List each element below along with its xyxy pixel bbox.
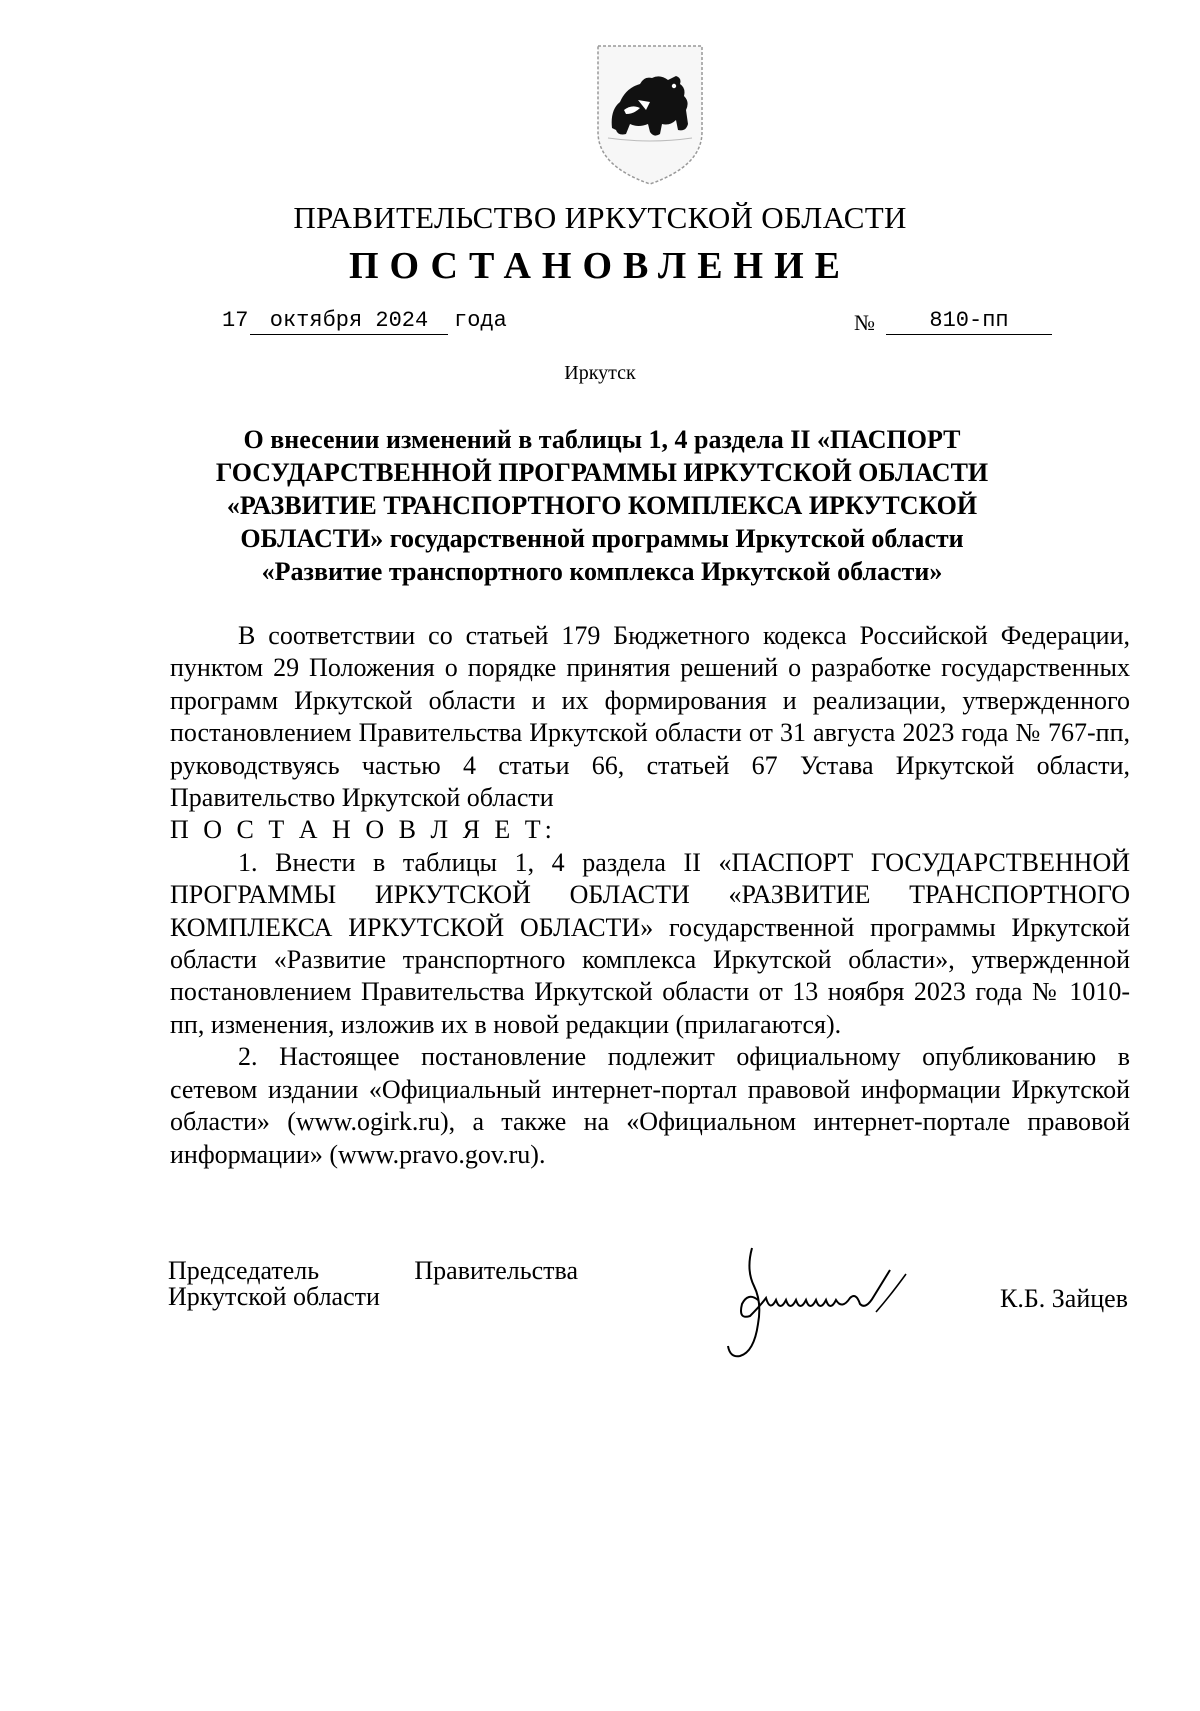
date-month-year: октября 2024	[250, 308, 448, 335]
document-number: 810-пп	[886, 308, 1052, 335]
preamble-paragraph: В соответствии со статьей 179 Бюджетного кодекса Российской Федерации, пунктом 29 Положения о порядке принятия решений о разработке государственных программ Иркутской области и их формирования и реализации, утвержденного постановлением Правительства Иркутской области от 31 августа 2023 года № 767-пп, руководствуясь частью 4 статьи 66, статьей 67 Устава Иркутской области, Правительство Иркутской области	[170, 621, 1130, 813]
document-type: ПОСТАНОВЛЕНИЕ	[348, 245, 852, 287]
date-day: 17	[222, 308, 249, 333]
signer-title-word-1: Председатель	[168, 1256, 320, 1285]
handwritten-signature-icon	[700, 1240, 1000, 1370]
signer-title	[168, 1258, 578, 1310]
date-suffix: года	[454, 308, 507, 333]
document-body	[170, 620, 1130, 1171]
signer-title-word-2: Правительства	[414, 1256, 578, 1285]
irkutsk-coat-of-arms-icon	[590, 40, 710, 188]
item-2-paragraph: 2. Настоящее постановление подлежит официальному опубликованию в сетевом издании «Официальный интернет-портал правовой информации Иркутской области» (www.ogirk.ru), а также на «Официальном интернет-портале правовой информации» (www.pravo.gov.ru).	[170, 1042, 1130, 1169]
city: Иркутск	[564, 362, 636, 384]
signer-title-line-2: Иркутской области	[168, 1282, 380, 1311]
item-1-paragraph: 1. Внести в таблицы 1, 4 раздела II «ПАСПОРТ ГОСУДАРСТВЕННОЙ ПРОГРАММЫ ИРКУТСКОЙ ОБЛАСТИ «РАЗВИТИЕ ТРАНСПОРТНОГО КОМПЛЕКСА ИРКУТСКОЙ ОБЛАСТИ» государственной программы Иркутской области «Развитие транспортного комплекса Иркутской области», утвержденной постановлением Правительства Иркутской области от 13 ноября 2023 года № 1010-пп, изменения, изложив их в новой редакции (прилагаются).	[170, 847, 1130, 1039]
signer-name: К.Б. Зайцев	[1000, 1284, 1128, 1313]
government-name: ПРАВИТЕЛЬСТВО ИРКУТСКОЙ ОБЛАСТИ	[293, 200, 907, 235]
decree-word: П О С Т А Н О В Л Я Е Т:	[170, 815, 556, 845]
number-sign: №	[854, 310, 875, 335]
document-title: О внесении изменений в таблицы 1, 4 раздела II «ПАСПОРТ ГОСУДАРСТВЕННОЙ ПРОГРАММЫ ИРКУТСКОЙ ОБЛАСТИ «РАЗВИТИЕ ТРАНСПОРТНОГО КОМПЛЕКСА ИРКУТСКОЙ ОБЛАСТИ» государственной программы Иркутской области «Развитие транспортного комплекса Иркутской области»	[215, 425, 989, 586]
date-number-row	[222, 308, 1042, 348]
